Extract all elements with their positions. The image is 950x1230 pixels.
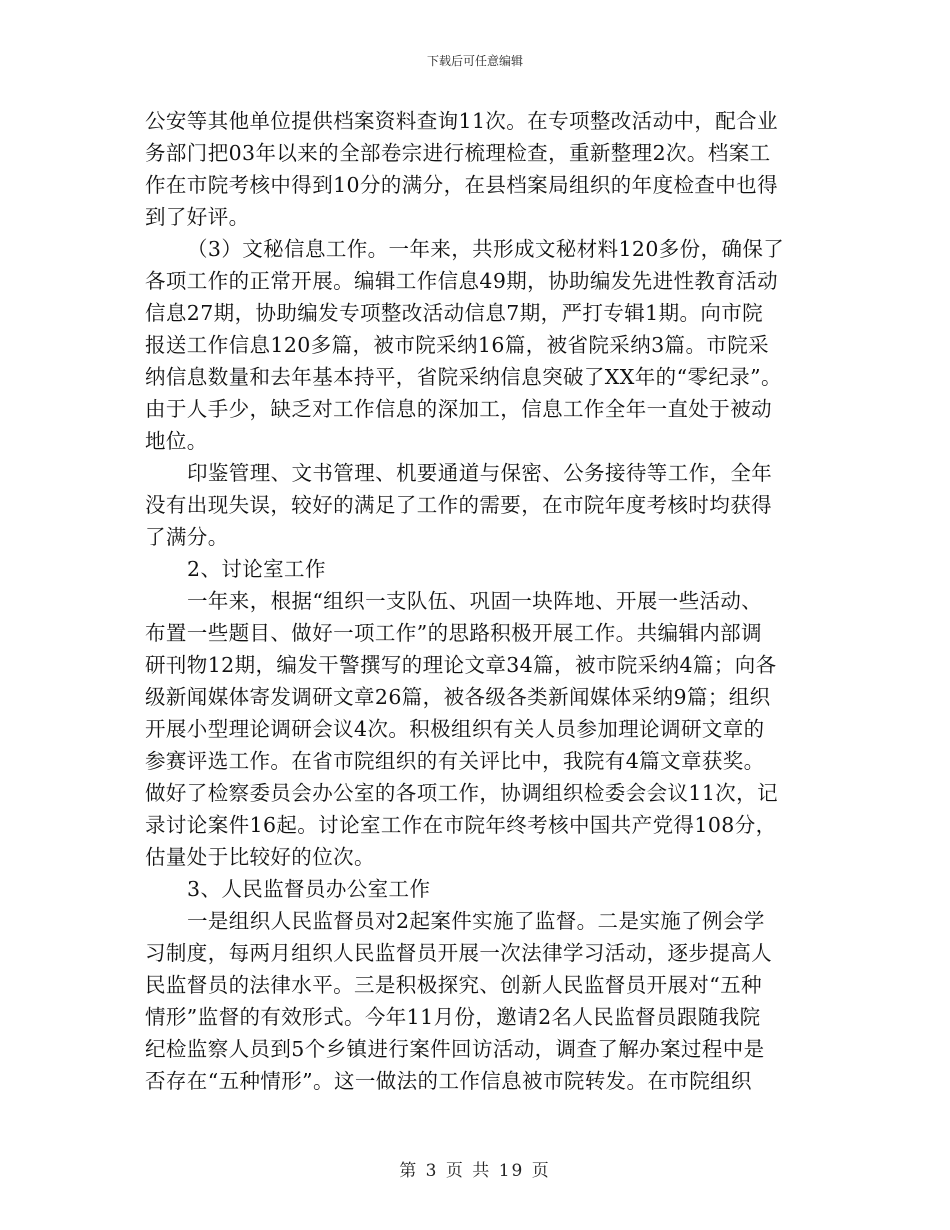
text-line: 到了好评。 [145, 205, 250, 229]
section-heading: 3、人民监督员办公室工作 [187, 877, 431, 901]
text-line: 做好了检察委员会办公室的各项工作，协调组织检委会会议11次，记 [145, 781, 778, 805]
text-line: 纳信息数量和去年基本持平，省院采纳信息突破了XX年的“零纪录”。 [145, 365, 782, 389]
text-line: 信息27期，协助编发专项整改活动信息7期，严打专辑1期。向市院 [145, 301, 764, 325]
text-line: 级新闻媒体寄发调研文章26篇，被各级各类新闻媒体采纳9篇；组织 [145, 685, 771, 709]
text-line: 录讨论案件16起。讨论室工作在市院年终考核中国共产党得108分， [145, 813, 777, 837]
text-line: 纪检监察人员到5个乡镇进行案件回访活动，调查了解办案过程中是 [145, 1037, 765, 1061]
page-footer: 第 3 页 共 19 页 [399, 1161, 551, 1181]
text-line: 务部门把03年以来的全部卷宗进行梳理检查，重新整理2次。档案工 [145, 141, 771, 165]
document-body [145, 105, 810, 1097]
text-line: 研刊物12期，编发干警撰写的理论文章34篇，被市院采纳4篇；向各 [145, 653, 777, 677]
text-line: 一是组织人民监督员对2起案件实施了监督。二是实施了例会学 [187, 909, 765, 933]
text-line: （3）文秘信息工作。一年来，共形成文秘材料120多份，确保了 [187, 237, 785, 261]
text-line: 作在市院考核中得到10分的满分，在县档案局组织的年度检查中也得 [145, 173, 778, 197]
text-line: 没有出现失误，较好的满足了工作的需要，在市院年度考核时均获得 [145, 493, 772, 517]
text-line: 各项工作的正常开展。编辑工作信息49期，协助编发先进性教育活动 [145, 269, 778, 293]
text-line: 地位。 [145, 429, 208, 453]
text-line: 布置一些题目、做好一项工作”的思路积极开展工作。共编辑内部调 [145, 621, 762, 645]
text-line: 报送工作信息120多篇，被市院采纳16篇，被省院采纳3篇。市院采 [145, 333, 770, 357]
text-line: 由于人手少，缺乏对工作信息的深加工，信息工作全年一直处于被动 [145, 397, 772, 421]
text-line: 民监督员的法律水平。三是积极探究、创新人民监督员开展对“五种 [145, 973, 762, 997]
text-line: 开展小型理论调研会议4次。积极组织有关人员参加理论调研文章的 [145, 717, 765, 741]
section-heading: 2、讨论室工作 [187, 557, 326, 581]
text-line: 公安等其他单位提供档案资料查询11次。在专项整改活动中，配合业 [145, 109, 778, 133]
text-line: 否存在“五种情形”。这一做法的工作信息被市院转发。在市院组织 [145, 1069, 752, 1093]
text-line: 参赛评选工作。在省市院组织的有关评比中，我院有4篇文章获奖。 [145, 749, 765, 773]
text-line: 情形”监督的有效形式。今年11月份，邀请2名人民监督员跟随我院 [145, 1005, 761, 1029]
text-line: 估量处于比较好的位次。 [145, 845, 375, 869]
text-line: 一年来，根据“组织一支队伍、巩固一块阵地、开展一些活动、 [187, 589, 763, 613]
text-line: 习制度，每两月组织人民监督员开展一次法律学习活动，逐步提高人 [145, 941, 772, 965]
page-header: 下载后可任意编辑 [426, 54, 523, 68]
text-line: 印鉴管理、文书管理、机要通道与保密、公务接待等工作，全年 [187, 461, 773, 485]
text-line: 了满分。 [145, 525, 229, 549]
